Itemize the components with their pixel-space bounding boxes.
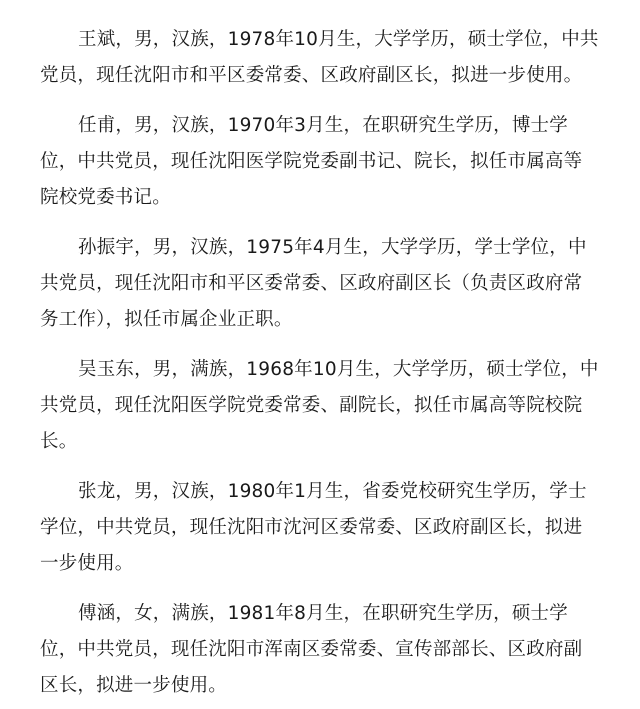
paragraph-fu-han bbox=[40, 596, 614, 704]
text-line: 吴玉东，男，满族，1968年10月生，大学学历，硕士学位，中 bbox=[78, 359, 599, 380]
paragraph-sun-zhenyu bbox=[40, 230, 614, 338]
text-line: 共党员，现任沈阳市和平区委常委、区政府副区长（负责区政府常 bbox=[40, 273, 583, 294]
text-line: 务工作），拟任市属企业正职。 bbox=[40, 309, 293, 330]
text-line: 位，中共党员，现任沈阳市浑南区委常委、宣传部部长、区政府副 bbox=[40, 639, 583, 660]
paragraph-ren-fu bbox=[40, 108, 614, 216]
text-line: 傅涵，女，满族，1981年8月生，在职研究生学历，硕士学 bbox=[78, 603, 568, 624]
text-line: 张龙，男，汉族，1980年1月生，省委党校研究生学历，学士 bbox=[78, 481, 587, 502]
paragraph-zhang-long bbox=[40, 474, 614, 582]
text-line: 一步使用。 bbox=[40, 553, 134, 574]
text-line: 共党员，现任沈阳医学院党委常委、副院长，拟任市属高等院校院 bbox=[40, 395, 583, 416]
text-line: 任甫，男，汉族，1970年3月生，在职研究生学历，博士学 bbox=[78, 115, 568, 136]
text-line: 区长，拟进一步使用。 bbox=[40, 675, 228, 696]
text-line: 位，中共党员，现任沈阳医学院党委副书记、院长，拟任市属高等 bbox=[40, 151, 583, 172]
text-line: 学位，中共党员，现任沈阳市沈河区委常委、区政府副区长，拟进 bbox=[40, 517, 583, 538]
text-line: 孙振宇，男，汉族，1975年4月生，大学学历，学士学位，中 bbox=[78, 237, 587, 258]
text-line: 党员，现任沈阳市和平区委常委、区政府副区长，拟进一步使用。 bbox=[40, 65, 583, 86]
paragraph-wu-yudong bbox=[40, 352, 614, 460]
paragraph-wang-bin bbox=[40, 22, 614, 94]
text-line: 院校党委书记。 bbox=[40, 187, 171, 208]
text-line: 长。 bbox=[40, 431, 78, 452]
text-line: 王斌，男，汉族，1978年10月生，大学学历，硕士学位，中共 bbox=[78, 29, 599, 50]
